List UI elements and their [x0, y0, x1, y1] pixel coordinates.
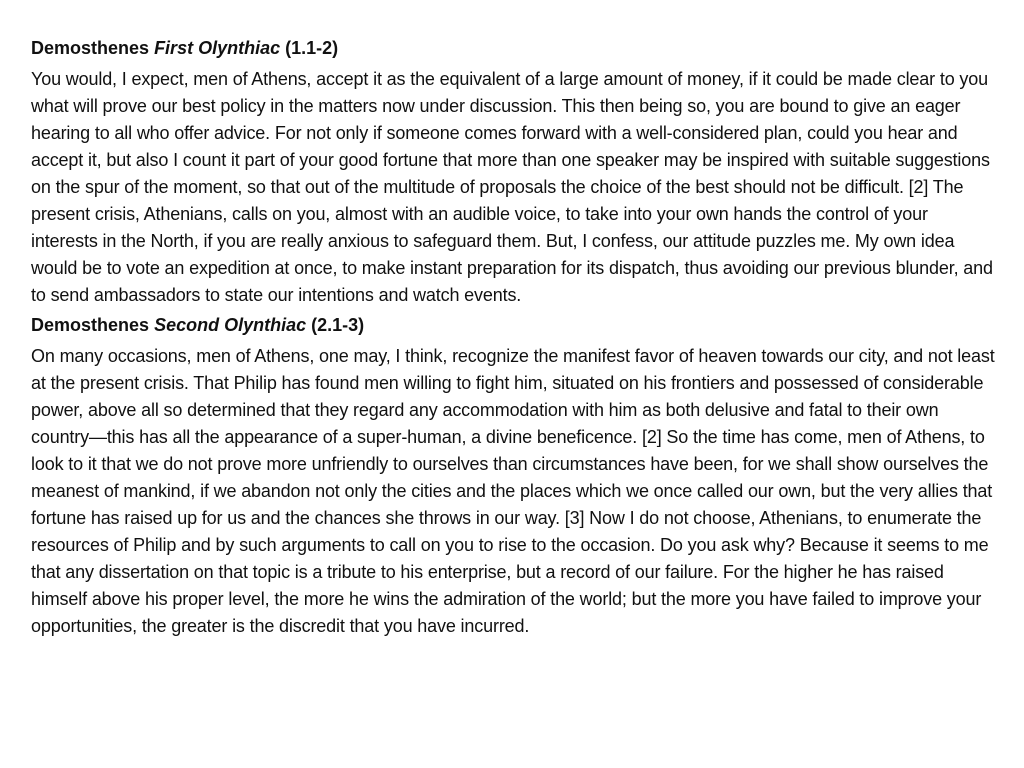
heading-author: Demosthenes — [31, 38, 150, 58]
passage-second-olynthiac: On many occasions, men of Athens, one may, I think, recognize the manifest favor of heaven towards our city, and not least at the present crisis. That Philip has found men willing to fight him, situated on his frontiers and possessed of considerable power, above all so determined that they regard any accommodation with him as both delusive and fatal to their own country—this has all the appearance of a super-human, a divine beneficence. [2] So the time has come, men of Athens, to look to it that we do not prove more unfriendly to ourselves than circumstances have been, for we shall show ourselves the meanest of mankind, if we abandon not only the cities and the places which we once called our own, but the very allies that fortune has raised up for us and the chances she throws in our way. [3] Now I do not choose, Athenians, to enumerate the resources of Philip and by such arguments to call on you to rise to the occasion. Do you ask why? Because it seems to me that any dissertation on that topic is a tribute to his enterprise, but a record of our failure. For the higher he has raised himself above his proper level, the more he wins the admiration of the world; but the more you have failed to improve your opportunities, the greater is the discredit that you have incurred. — [31, 346, 995, 636]
heading-work-title: First Olynthiac — [154, 38, 281, 58]
heading-reference: (1.1-2) — [285, 38, 339, 58]
heading-author: Demosthenes — [31, 315, 150, 335]
heading-reference: (2.1-3) — [311, 315, 365, 335]
section-heading-first-olynthiac — [31, 36, 997, 60]
document-page — [31, 36, 997, 644]
section-heading-second-olynthiac — [31, 313, 997, 337]
passage-first-olynthiac: You would, I expect, men of Athens, accept it as the equivalent of a large amount of money, if it could be made clear to you what will prove our best policy in the matters now under discussion. This then being so, you are bound to give an eager hearing to all who offer advice. For not only if someone comes forward with a well-considered plan, could you hear and accept it, but also I count it part of your good fortune that more than one speaker may be inspired with suitable suggestions on the spur of the moment, so that out of the multitude of proposals the choice of the best should not be difficult. [2] The present crisis, Athenians, calls on you, almost with an audible voice, to take into your own hands the control of your interests in the North, if you are really anxious to safeguard them. But, I confess, our attitude puzzles me. My own idea would be to vote an expedition at once, to make instant preparation for its dispatch, thus avoiding our previous blunder, and to send ambassadors to state our intentions and watch events. — [31, 69, 993, 305]
heading-work-title: Second Olynthiac — [154, 315, 307, 335]
